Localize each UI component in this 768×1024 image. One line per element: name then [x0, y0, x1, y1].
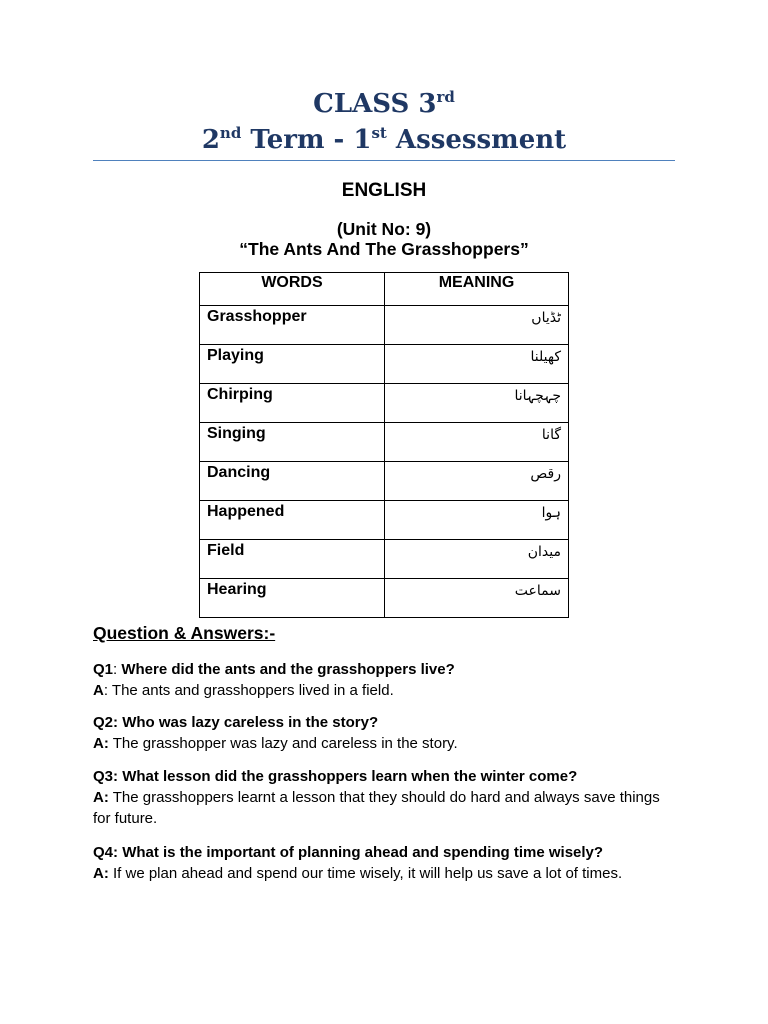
word-cell: Singing: [200, 423, 385, 462]
word-cell: Chirping: [200, 384, 385, 423]
answer: [93, 733, 673, 754]
question-separator: :: [113, 768, 123, 785]
assessment-label: Assessment: [386, 125, 567, 155]
unit-title: “The Ants And The Grasshoppers”: [239, 239, 529, 259]
question-text: What is the important of planning ahead and spending time wisely?: [122, 844, 604, 861]
question-label: Q2: [93, 714, 114, 731]
answer-label: A:: [93, 865, 109, 882]
meaning-cell: ہوا: [385, 501, 569, 540]
table-header-row: [200, 273, 569, 306]
table-row: [200, 423, 569, 462]
table-row: [200, 306, 569, 345]
meaning-cell: رقص: [385, 462, 569, 501]
answer-text: The grasshopper was lazy and careless in the story.: [108, 735, 458, 752]
page-header: [93, 86, 675, 158]
question-label: Q1: [93, 661, 114, 678]
question-label: Q4: [93, 844, 114, 861]
table-row: [200, 579, 569, 618]
answer-text: The grasshoppers learnt a lesson that they should do hard and always save things for future.: [93, 789, 660, 827]
table-row: [200, 345, 569, 384]
word-cell: Happened: [200, 501, 385, 540]
column-header-words: WORDS: [200, 273, 385, 306]
class-superscript: rd: [436, 88, 455, 106]
assessment-number-superscript: st: [371, 124, 387, 142]
table-row: [200, 501, 569, 540]
meaning-cell: گانا: [385, 423, 569, 462]
class-label: CLASS 3: [313, 89, 437, 119]
answer-text: : The ants and grasshoppers lived in a field.: [103, 682, 394, 699]
answer: [93, 787, 673, 829]
qa-item-4: [93, 842, 673, 884]
word-cell: Dancing: [200, 462, 385, 501]
question-text: Where did the ants and the grasshoppers live?: [121, 661, 455, 678]
question-label: Q3: [93, 768, 114, 785]
question: [93, 712, 673, 733]
meaning-cell: سماعت: [385, 579, 569, 618]
term-middle: Term - 1: [241, 125, 372, 155]
answer: [93, 680, 673, 701]
question-separator: :: [113, 661, 122, 678]
answer-label: A:: [93, 789, 109, 806]
table-row: [200, 540, 569, 579]
answer-label: A:: [93, 735, 109, 752]
qa-item-2: [93, 712, 673, 754]
word-cell: Field: [200, 540, 385, 579]
qa-heading: Question & Answers:-: [93, 623, 276, 643]
column-header-meaning: MEANING: [385, 273, 569, 306]
question-separator: :: [113, 714, 123, 731]
vocabulary-table: [199, 272, 569, 618]
meaning-cell: میدان: [385, 540, 569, 579]
meaning-cell: چہچہانا: [385, 384, 569, 423]
assessment-title: [93, 122, 675, 158]
table-row: [200, 462, 569, 501]
question: [93, 842, 673, 863]
term-number: 2: [201, 125, 220, 155]
question-text: What lesson did the grasshoppers learn when the winter come?: [122, 768, 578, 785]
question-separator: :: [113, 844, 123, 861]
question-text: Who was lazy careless in the story?: [122, 714, 379, 731]
qa-item-1: [93, 659, 673, 701]
term-superscript: nd: [219, 124, 242, 142]
header-divider: [93, 160, 675, 161]
word-cell: Playing: [200, 345, 385, 384]
unit-number: (Unit No: 9): [336, 219, 432, 239]
table-row: [200, 384, 569, 423]
question: [93, 659, 673, 680]
answer-text: If we plan ahead and spend our time wisely, it will help us save a lot of times.: [108, 865, 623, 882]
subject-title: ENGLISH: [341, 180, 427, 201]
meaning-cell: ٹڈیاں: [385, 306, 569, 345]
word-cell: Grasshopper: [200, 306, 385, 345]
qa-item-3: [93, 766, 673, 829]
word-cell: Hearing: [200, 579, 385, 618]
meaning-cell: کھیلنا: [385, 345, 569, 384]
answer: [93, 863, 673, 884]
class-title: [93, 86, 675, 122]
answer-label: A: [93, 682, 104, 699]
question: [93, 766, 673, 787]
unit-heading: [0, 219, 768, 259]
